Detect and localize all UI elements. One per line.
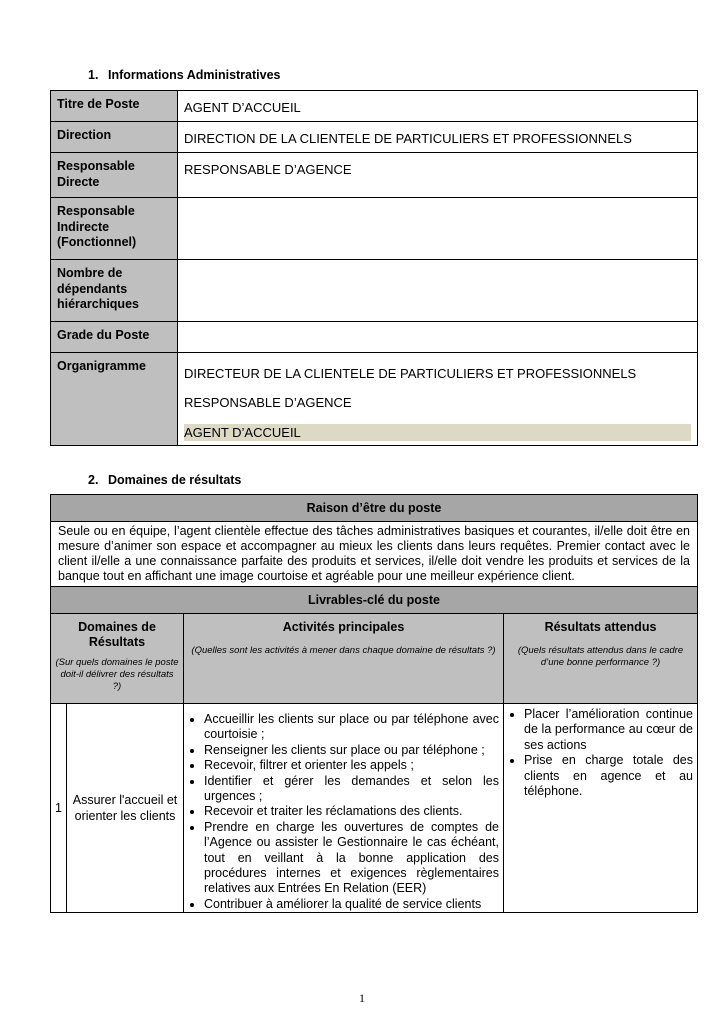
table-row: [51, 704, 698, 913]
col-header-domaines: [51, 614, 184, 704]
section-1-heading: Informations Administratives: [108, 68, 281, 82]
section-1-title: [88, 68, 281, 82]
col-resultats-title: Résultats attendus: [544, 620, 657, 634]
section-1-number: 1.: [88, 68, 99, 82]
table-row: [51, 522, 698, 587]
col-resultats-subtitle: (Quels résultats attendus dans le cadre d’une bonne performance ?): [517, 645, 684, 668]
row-domain: Assurer l'accueil et orienter les clients: [67, 704, 184, 913]
table-row: [51, 91, 698, 122]
column-header-row: [51, 614, 698, 704]
section-2-title: [88, 473, 241, 487]
col-activites-title: Activités principales: [282, 620, 405, 634]
label-responsable-indirecte: Responsable Indirecte (Fonctionnel): [51, 198, 178, 260]
label-organigramme: Organigramme: [51, 353, 178, 446]
org-level-1: DIRECTEUR DE LA CLIENTELE DE PARTICULIERS ET PROFESSIONNELS: [184, 366, 637, 381]
list-item: • Prise en charge totale des clients en agence et au téléphone.: [524, 753, 693, 799]
administrative-info-table: [50, 90, 698, 446]
value-responsable-directe: RESPONSABLE D’AGENCE: [178, 153, 698, 198]
list-item: • Renseigner les clients sur place ou par téléphone ;: [204, 743, 499, 758]
label-direction: Direction: [51, 122, 178, 153]
list-item: • Recevoir, filtrer et orienter les appels ;: [204, 758, 499, 773]
org-level-2: RESPONSABLE D’AGENCE: [184, 395, 352, 410]
table-row: [51, 495, 698, 522]
table-row: [51, 322, 698, 353]
section-2-heading: Domaines de résultats: [108, 473, 242, 487]
value-direction: DIRECTION DE LA CLIENTELE DE PARTICULIERS ET PROFESSIONNELS: [178, 122, 698, 153]
table-row: [51, 353, 698, 446]
table-row: [51, 587, 698, 614]
label-grade-poste: Grade du Poste: [51, 322, 178, 353]
page-number: 1: [359, 991, 365, 1005]
value-grade-poste: [178, 322, 698, 353]
organigramme-chart: [178, 353, 698, 446]
value-responsable-indirecte: [178, 198, 698, 260]
table-row: [51, 153, 698, 198]
row-results: [504, 704, 698, 913]
value-nombre-dependants: [178, 260, 698, 322]
results-domains-table: [50, 494, 698, 913]
col-domaines-title: Domaines de Résultats: [78, 620, 156, 649]
row-number: 1: [51, 704, 67, 913]
org-level-3-current: AGENT D’ACCUEIL: [184, 424, 691, 441]
row-activities: [184, 704, 504, 913]
label-responsable-directe: Responsable Directe: [51, 153, 178, 198]
table-row: [51, 122, 698, 153]
col-header-resultats: [504, 614, 698, 704]
list-item: • Identifier et gérer les demandes et selon les urgences ;: [204, 774, 499, 805]
label-titre-poste: Titre de Poste: [51, 91, 178, 122]
col-header-activites: [184, 614, 504, 704]
raison-title: Raison d’être du poste: [51, 495, 698, 522]
list-item: • Placer l’amélioration continue de la performance au cœur de ses actions: [524, 707, 693, 753]
table-row: [51, 198, 698, 260]
raison-text: Seule ou en équipe, l’agent clientèle effectue des tâches administratives basiques et courantes, il/elle doit être en mesure d’animer son espace et accompagner au mieux les clients dans leurs requêtes. Premier contact avec le client il/elle a une connaissance parfaite des produits et services, il/elle doit vendre les produits et services de la banque tout en affichant une image courtoise et agréable pour une meilleur expérience client.: [51, 522, 698, 587]
col-activites-subtitle: (Quelles sont les activités à mener dans chaque domaine de résultats ?): [191, 645, 496, 656]
activities-list: [184, 712, 503, 912]
col-domaines-subtitle: (Sur quels domaines le poste doit-il délivrer des résultats ?): [55, 657, 179, 692]
table-row: [51, 260, 698, 322]
label-nombre-dependants: Nombre de dépendants hiérarchiques: [51, 260, 178, 322]
list-item: • Contribuer à améliorer la qualité de service clients: [204, 897, 499, 912]
list-item: • Recevoir et traiter les réclamations des clients.: [204, 804, 499, 819]
results-list: [504, 707, 697, 799]
list-item: • Accueillir les clients sur place ou par téléphone avec courtoisie ;: [204, 712, 499, 743]
value-titre-poste: AGENT D’ACCUEIL: [178, 91, 698, 122]
section-2-number: 2.: [88, 473, 99, 487]
livrables-title: Livrables-clé du poste: [51, 587, 698, 614]
list-item: • Prendre en charge les ouvertures de comptes de l’Agence ou assister le Gestionnaire le cas échéant, tout en veillant à la bonne application des procédures internes et exigences règlementaires relatives aux Entrées En Relation (EER): [204, 820, 499, 897]
